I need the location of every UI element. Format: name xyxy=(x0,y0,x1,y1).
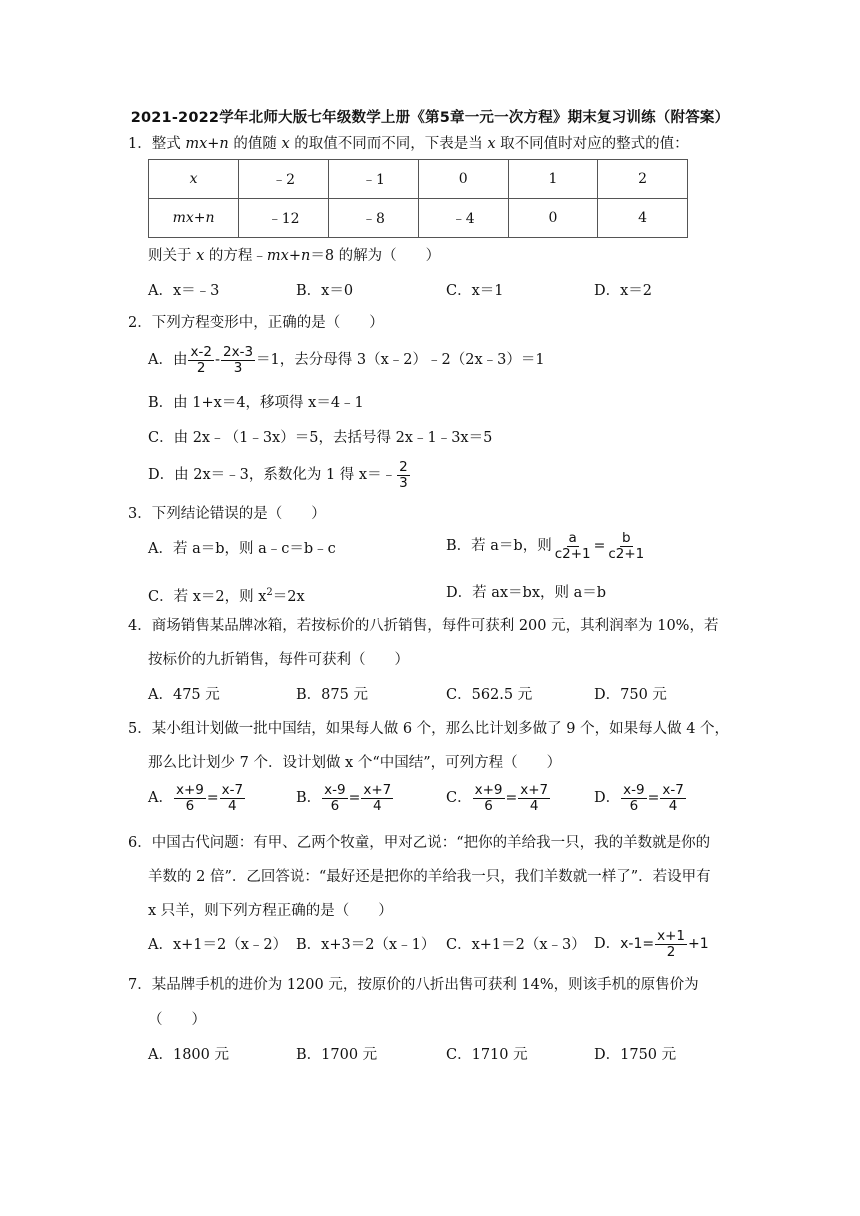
q7-line-2: （ ） xyxy=(148,1012,206,1028)
fraction-denominator: 3 xyxy=(233,359,243,376)
q1-ask xyxy=(148,246,440,266)
q7-option-a: A．1800 元 xyxy=(148,1047,229,1063)
fraction-denominator: c2+1 xyxy=(608,545,645,562)
q1-ask-expr: mx+n xyxy=(266,248,311,264)
q6-d-post: +1 xyxy=(688,936,709,952)
fraction-numerator: x+9 xyxy=(175,781,204,798)
q2-a-pre: A．由 xyxy=(148,352,188,368)
fraction-denominator: 2 xyxy=(666,943,676,960)
q2-option-d xyxy=(148,458,411,492)
q1-option-c: C．x＝1 xyxy=(446,283,504,299)
fraction-denominator: 6 xyxy=(330,797,340,814)
fraction-denominator: c2+1 xyxy=(554,545,591,562)
table-cell: 2 xyxy=(598,160,688,199)
fraction-denominator: 4 xyxy=(228,797,237,814)
q5-line-2: 那么比计划少 7 个．设计划做 x 个“中国结”，可列方程（ ） xyxy=(148,755,562,771)
fraction-numerator: x-2 xyxy=(190,343,212,360)
q1-ask-d: ＝8 的解为（ ） xyxy=(310,248,441,264)
q1-stem-d: 取不同值时对应的整式的值： xyxy=(495,136,689,152)
option-label: A． xyxy=(148,790,173,806)
q1-ask-var: x xyxy=(196,248,205,264)
table-cell: 4 xyxy=(598,199,688,238)
fraction-denominator: 6 xyxy=(629,797,639,814)
q2-stem: 2．下列方程变形中，正确的是（ ） xyxy=(128,315,384,331)
q2-option-b: B．由 1+x＝4，移项得 x＝4﹣1 xyxy=(148,395,364,411)
table-cell: ﹣4 xyxy=(418,199,508,238)
equals-sign: = xyxy=(647,790,660,806)
option-label: C． xyxy=(446,790,472,806)
fraction-numerator: x-7 xyxy=(221,781,244,798)
q3-option-c xyxy=(148,583,305,607)
q6-d-pre: x-1= xyxy=(620,936,655,952)
q4-option-b: B．875 元 xyxy=(296,687,368,703)
q4-option-d: D．750 元 xyxy=(594,687,667,703)
q2-a-post: ＝1，去分母得 3（x﹣2）﹣2（2x﹣3）＝1 xyxy=(256,352,545,368)
fraction xyxy=(361,783,393,814)
q6-option-c: C．x+1＝2（x﹣3） xyxy=(446,937,586,953)
fraction xyxy=(220,783,245,814)
q1-value-table xyxy=(148,159,688,238)
q1-ask-b: 的方程﹣ xyxy=(204,248,267,264)
q3-c-post: ＝2x xyxy=(272,588,305,605)
q5-option-b xyxy=(296,781,394,815)
table-cell: x xyxy=(149,160,239,199)
fraction-numerator: a xyxy=(568,529,577,546)
fraction xyxy=(174,783,206,814)
table-cell: 0 xyxy=(508,199,598,238)
q3-option-b xyxy=(446,528,647,564)
q5-option-c xyxy=(446,781,551,815)
table-cell: ﹣8 xyxy=(329,199,419,238)
equals-sign: = xyxy=(206,790,219,806)
q3-b-pre: B．若 a＝b，则 xyxy=(446,538,552,554)
q2-a-fraction-1 xyxy=(188,345,213,376)
q6-line-3: x 只羊，则下列方程正确的是（ ） xyxy=(148,903,393,919)
fraction-denominator: 6 xyxy=(185,797,195,814)
q6-d-fraction xyxy=(655,929,687,960)
q4-option-a: A．475 元 xyxy=(148,687,220,703)
q4-option-c: C．562.5 元 xyxy=(446,687,533,703)
q1-ask-a: 则关于 xyxy=(148,248,197,264)
fraction-numerator: x+7 xyxy=(520,781,549,798)
q6-line-2: 羊数的 2 倍”．乙回答说：“最好还是把你的羊给我一只，我们羊数就一样了”．若设甲有 xyxy=(148,869,711,885)
q1-option-d: D．x＝2 xyxy=(594,283,653,299)
q7-option-b: B．1700 元 xyxy=(296,1047,378,1063)
q2-d-pre: D．由 2x＝﹣3，系数化为 1 得 x＝﹣ xyxy=(148,467,397,483)
fraction-denominator: 2 xyxy=(196,359,206,376)
q3-b-fraction-2 xyxy=(606,531,646,562)
q6-option-d xyxy=(594,926,709,962)
q2-option-a xyxy=(148,344,545,376)
q6-option-a: A．x+1＝2（x﹣2） xyxy=(148,937,288,953)
q3-c-superscript: 2 xyxy=(266,587,273,598)
fraction-numerator: x+7 xyxy=(363,781,392,798)
document-title: 2021-2022学年北师大版七年级数学上册《第5章一元一次方程》期末复习训练（附答案） xyxy=(130,110,730,126)
q5-line-1: 5．某小组计划做一批中国结，如果每人做 6 个，那么比计划多做了 9 个，如果每人做 4 个， xyxy=(128,721,730,737)
q6-line-1: 6．中国古代问题：有甲、乙两个牧童，甲对乙说：“把你的羊给我一只，我的羊数就是你的 xyxy=(128,835,711,851)
table-row xyxy=(149,199,688,238)
q5-option-d xyxy=(594,781,687,815)
q1-stem-b: 的值随 xyxy=(228,136,282,152)
q7-option-c: C．1710 元 xyxy=(446,1047,528,1063)
fraction-numerator: x+1 xyxy=(657,927,686,944)
fraction-denominator: 3 xyxy=(399,474,408,491)
fraction-denominator: 6 xyxy=(484,797,493,814)
q1-stem-a: 1．整式 xyxy=(128,136,186,152)
table-cell: ﹣12 xyxy=(239,199,329,238)
q2-option-c: C．由 2x﹣（1﹣3x）＝5，去括号得 2x﹣1﹣3x＝5 xyxy=(148,430,493,446)
q7-line-1: 7．某品牌手机的进价为 1200 元，按原价的八折出售可获利 14%，则该手机的原售价为 xyxy=(128,977,699,993)
table-cell: ﹣2 xyxy=(239,160,329,199)
fraction xyxy=(518,783,550,814)
q5-option-a xyxy=(148,781,246,815)
q1-stem xyxy=(128,134,689,154)
fraction xyxy=(322,783,347,814)
q4-line-1: 4．商场销售某品牌冰箱，若按标价的八折销售，每件可获利 200 元，其利润率为 10%，若 xyxy=(128,618,719,634)
fraction-numerator: x+9 xyxy=(474,781,503,798)
equals-sign: = xyxy=(505,790,518,806)
q2-a-fraction-2 xyxy=(221,345,255,376)
q1-option-a: A．x＝﹣3 xyxy=(148,283,220,299)
fraction xyxy=(660,783,685,814)
fraction xyxy=(621,783,646,814)
fraction-numerator: x-7 xyxy=(662,781,684,798)
q6-option-b: B．x+3＝2（x﹣1） xyxy=(296,937,436,953)
q4-line-2: 按标价的九折销售，每件可获利（ ） xyxy=(148,652,409,668)
fraction-numerator: b xyxy=(622,529,631,546)
fraction-denominator: 4 xyxy=(372,797,382,814)
q2-d-fraction xyxy=(397,460,410,491)
q3-stem: 3．下列结论错误的是（ ） xyxy=(128,506,326,522)
q1-var-x2: x xyxy=(487,136,496,152)
q2-a-minus: - xyxy=(214,352,220,368)
q3-option-d: D．若 ax＝bx，则 a＝b xyxy=(446,585,607,601)
option-label: D． xyxy=(594,936,621,952)
table-row xyxy=(149,160,688,199)
fraction-numerator: x-9 xyxy=(324,781,346,798)
q3-b-equals: = xyxy=(593,538,606,554)
table-cell: ﹣1 xyxy=(329,160,419,199)
q1-stem-c: 的取值不同而不同，下表是当 xyxy=(289,136,488,152)
fraction xyxy=(473,783,505,814)
q3-c-pre: C．若 x＝2，则 x xyxy=(148,588,267,605)
fraction-numerator: 2 xyxy=(399,458,408,475)
q3-option-a: A．若 a＝b，则 a﹣c＝b﹣c xyxy=(148,541,336,557)
q1-var-x: x xyxy=(281,136,290,152)
table-cell: mx+n xyxy=(149,199,239,238)
q7-option-d: D．1750 元 xyxy=(594,1047,677,1063)
fraction-denominator: 4 xyxy=(529,797,539,814)
table-cell: 0 xyxy=(418,160,508,199)
fraction-numerator: x-9 xyxy=(623,781,645,798)
q1-option-b: B．x＝0 xyxy=(296,283,354,299)
equals-sign: = xyxy=(348,790,361,806)
option-label: D． xyxy=(594,790,621,806)
option-label: B． xyxy=(296,790,322,806)
q1-expr: mx+n xyxy=(185,136,229,152)
q3-b-fraction-1 xyxy=(553,531,593,562)
table-cell: 1 xyxy=(508,160,598,199)
fraction-numerator: 2x-3 xyxy=(223,343,254,360)
fraction-denominator: 4 xyxy=(668,797,678,814)
